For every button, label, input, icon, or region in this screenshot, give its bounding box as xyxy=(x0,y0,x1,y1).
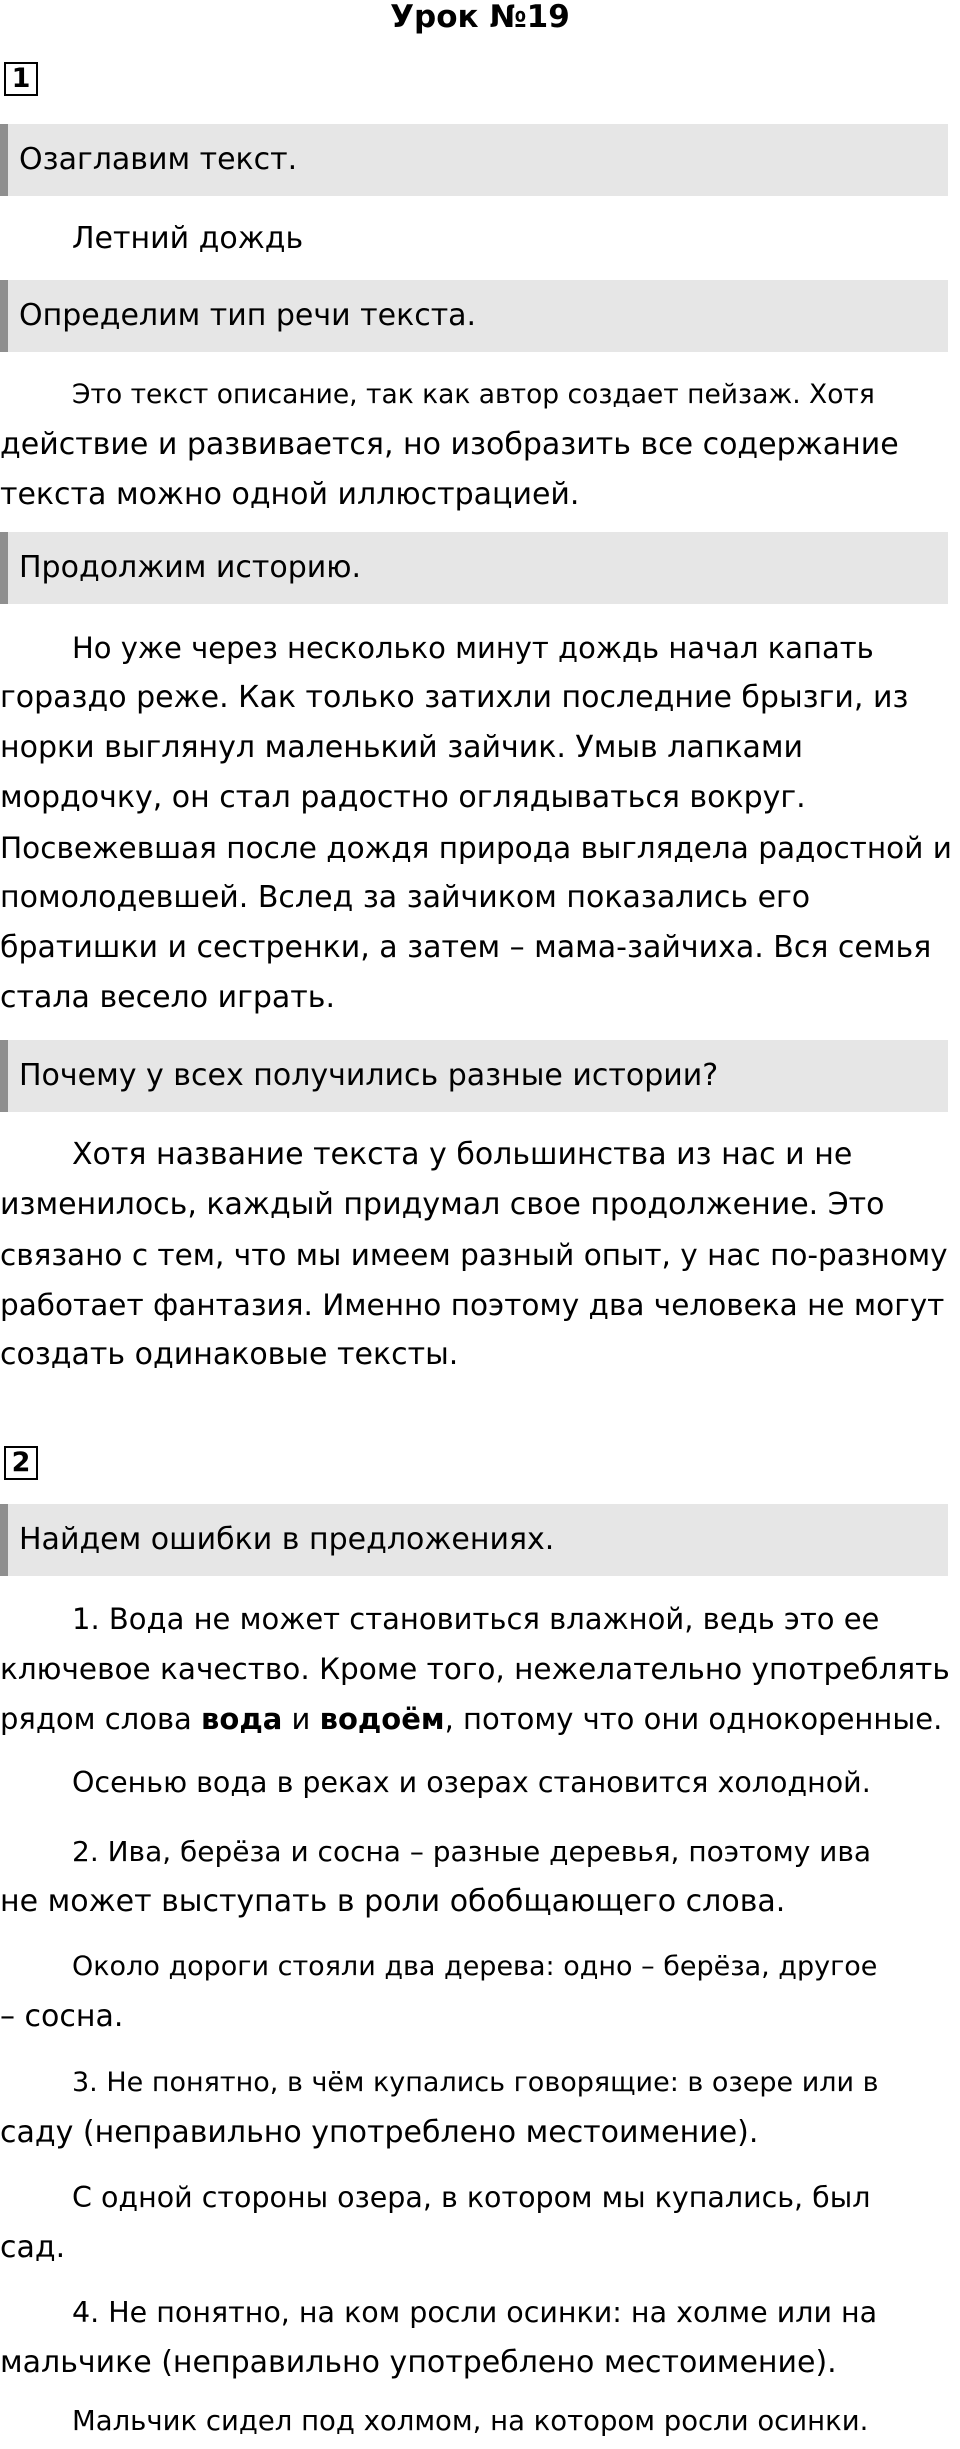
text-line: Посвежевшая после дождя природа выглядела радостной и xyxy=(0,831,952,865)
text-line: действие и развивается, но изобразить все содержание xyxy=(0,427,899,462)
task-number-1: 1 xyxy=(4,62,38,96)
bold-word-water: вода xyxy=(201,1702,283,1736)
text-line: ключевое качество. Кроме того, нежелательно употреблять xyxy=(0,1652,950,1686)
answer-trees xyxy=(0,1827,956,1927)
answer-different-stories xyxy=(0,1130,956,1380)
corrected-sentence-3 xyxy=(0,2173,956,2273)
text-line: не может выступать в роли обобщающего слова. xyxy=(0,1884,786,1919)
text-line: мальчике (неправильно употреблено местоимение). xyxy=(0,2345,837,2380)
answer-water xyxy=(0,1594,956,1744)
bold-word-pond: водоём xyxy=(319,1702,445,1736)
text-line: Около дороги стояли два дерева: одно – берёза, другое xyxy=(72,1951,878,1982)
text-line xyxy=(0,1694,956,1744)
text-line: сад. xyxy=(0,2230,66,2265)
text-line: помолодевшей. Вслед за зайчиком показались его xyxy=(0,880,811,915)
text-line: 4. Не понятно, на ком росли осинки: на холме или на xyxy=(72,2296,878,2329)
text-line: Мальчик сидел под холмом, на котором росли осинки. xyxy=(72,2405,869,2437)
text-line: Осенью вода в реках и озерах становится холодной. xyxy=(72,1766,871,1799)
corrected-sentence-1 xyxy=(0,1758,956,1808)
text-line: саду (неправильно употреблено местоимение). xyxy=(0,2115,759,2150)
question-title-text: Озаглавим текст. xyxy=(0,124,948,196)
corrected-sentence-2 xyxy=(0,1942,956,2042)
text-line: связано с тем, что мы имеем разный опыт, у нас по-разному xyxy=(0,1238,948,1272)
text-line: гораздо реже. Как только затихли последние брызги, из xyxy=(0,680,909,715)
question-find-errors: Найдем ошибки в предложениях. xyxy=(0,1504,948,1576)
answer-aspens xyxy=(0,2288,956,2388)
text-line: работает фантазия. Именно поэтому два человека не могут xyxy=(0,1288,945,1322)
text-line: С одной стороны озера, в котором мы купались, был xyxy=(72,2181,871,2214)
question-different-stories: Почему у всех получились разные истории? xyxy=(0,1040,948,1112)
text-line: стала весело играть. xyxy=(0,980,335,1015)
text-line: 1. Вода не может становиться влажной, ведь это ее xyxy=(72,1602,880,1636)
answer-speech-type xyxy=(0,370,956,520)
answer-title xyxy=(0,214,956,264)
page-title: Урок №19 xyxy=(390,0,570,35)
text-line: Летний дождь xyxy=(72,221,304,256)
text-line: изменилось, каждый придумал свое продолжение. Это xyxy=(0,1187,885,1222)
text-line: Но уже через несколько минут дождь начал капать xyxy=(72,631,874,665)
text-segment: , потому что они однокоренные. xyxy=(444,1702,943,1736)
task-number-2: 2 xyxy=(4,1446,38,1480)
question-continue-story: Продолжим историю. xyxy=(0,532,948,604)
text-line: мордочку, он стал радостно оглядываться вокруг. xyxy=(0,780,806,815)
corrected-sentence-4 xyxy=(0,2396,956,2446)
text-line: создать одинаковые тексты. xyxy=(0,1337,459,1372)
text-line: норки выглянул маленький зайчик. Умыв лапками xyxy=(0,730,804,765)
text-line: Хотя название текста у большинства из нас и не xyxy=(72,1137,853,1172)
text-line: Это текст описание, так как автор создает пейзаж. Хотя xyxy=(72,379,875,410)
text-line: 3. Не понятно, в чём купались говорящие: в озере или в xyxy=(72,2067,879,2098)
text-segment: и xyxy=(282,1702,320,1736)
answer-swimming xyxy=(0,2058,956,2158)
text-line: – сосна. xyxy=(0,1999,124,2034)
text-line: братишки и сестренки, а затем – мама-зайчиха. Вся семья xyxy=(0,930,932,965)
question-speech-type: Определим тип речи текста. xyxy=(0,280,948,352)
text-line: 2. Ива, берёза и сосна – разные деревья, поэтому ива xyxy=(72,1835,872,1868)
text-segment: рядом слова xyxy=(0,1702,202,1736)
answer-continue-story xyxy=(0,623,956,1023)
text-line: текста можно одной иллюстрацией. xyxy=(0,477,580,512)
